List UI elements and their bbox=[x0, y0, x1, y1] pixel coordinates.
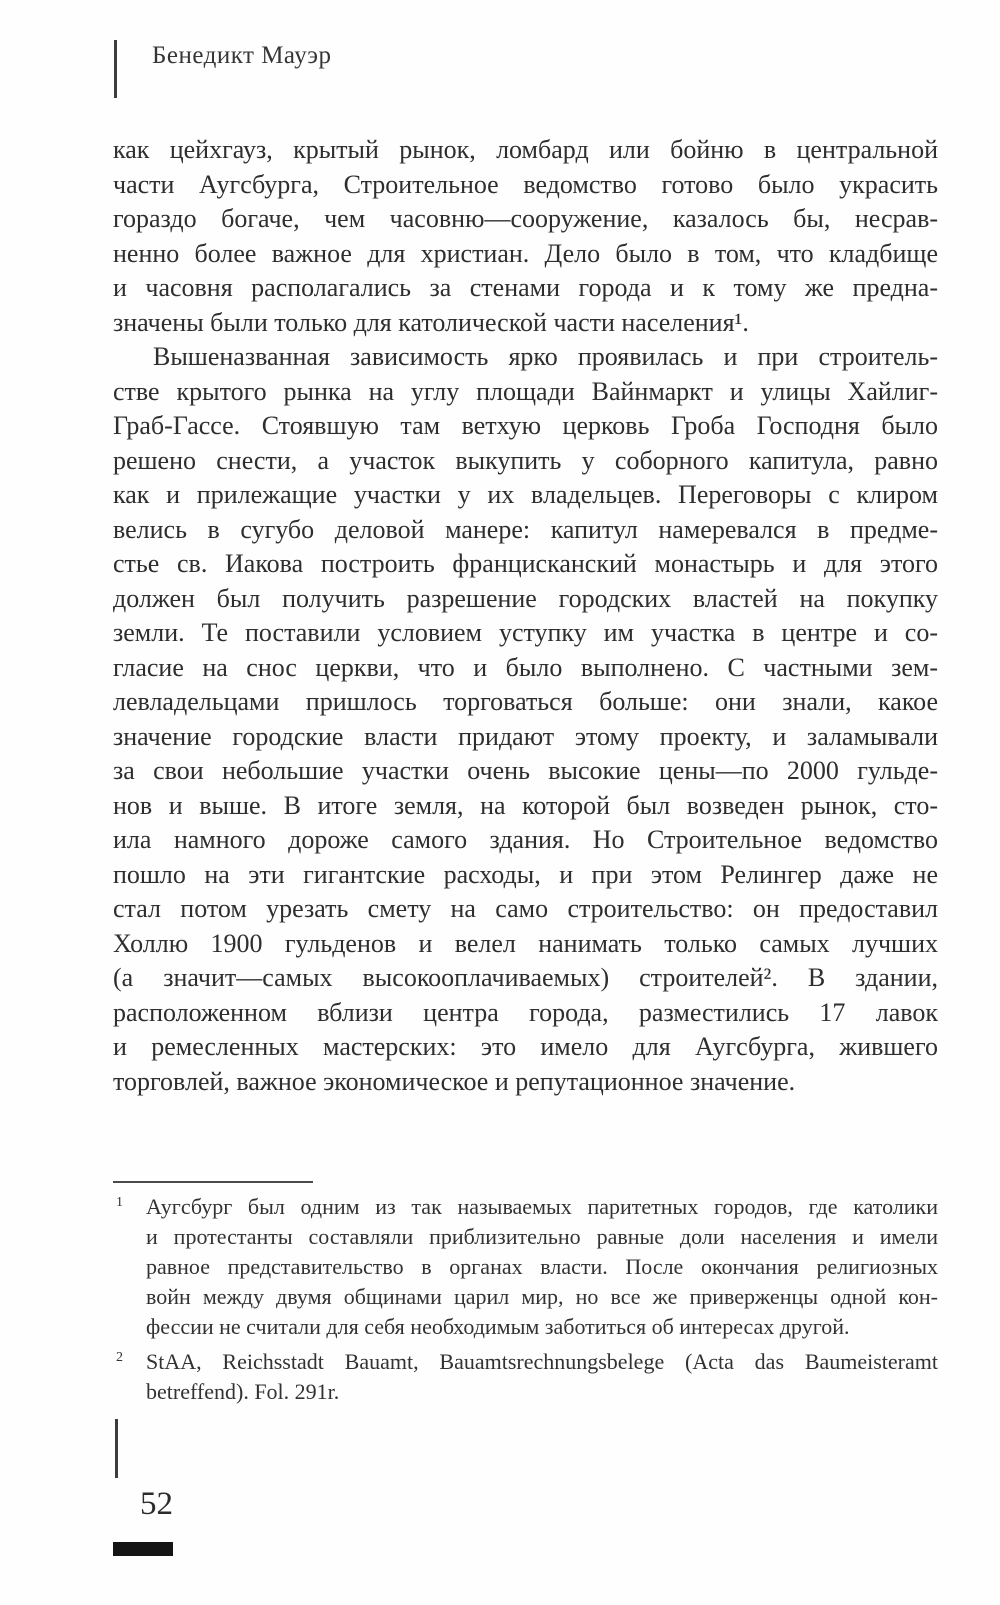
text-line: и часовня располагались за стенами города и к тому же предна- bbox=[113, 273, 938, 302]
text-line: стье св. Иакова построить францисканский монастырь и для этого bbox=[113, 549, 938, 578]
printer-mark bbox=[113, 1542, 173, 1556]
text-line: пошло на эти гигантские расходы, и при этом Релингер даже не bbox=[113, 859, 938, 889]
text-line: гораздо богаче, чем часовню—сооружение, казалось бы, несрав- bbox=[113, 204, 938, 233]
page-number: 52 bbox=[140, 1486, 173, 1522]
text-line: betreffend). Fol. 291r. bbox=[146, 1379, 340, 1404]
text-line: стве крытого рынка на углу площади Вайнмаркт и улицы Хайлиг- bbox=[113, 376, 938, 406]
paragraph bbox=[113, 133, 938, 340]
header-rule bbox=[114, 40, 117, 98]
footnote-text bbox=[146, 1192, 938, 1342]
text-line: Аугсбург был одним из так называемых паритетных городов, где католики bbox=[146, 1194, 938, 1219]
text-line: как цейхгауз, крытый рынок, ломбард или бойню в центральной bbox=[113, 135, 938, 164]
body-text bbox=[113, 133, 938, 1099]
text-line: решено снести, а участок выкупить у соборного капитула, равно bbox=[113, 445, 938, 475]
text-line: левладельцами пришлось торговаться больше: они знали, какое bbox=[113, 687, 938, 716]
text-line: значены были только для католической части населения¹. bbox=[113, 307, 749, 337]
text-line: стал потом урезать смету на само строительство: он предоставил bbox=[113, 894, 938, 923]
text-line: StAA, Reichsstadt Bauamt, Bauamtsrechnungsbelege (Acta das Baumeisteramt bbox=[146, 1349, 938, 1374]
text-line: значение городские власти придают этому проекту, и заламывали bbox=[113, 721, 938, 751]
bottom-rule bbox=[115, 1419, 118, 1478]
text-line: Вышеназванная зависимость ярко проявилась и при строитель- bbox=[153, 342, 938, 371]
text-line: гласие на снос церкви, что и было выполнено. С частными зем- bbox=[113, 652, 938, 682]
text-line: Холлю 1900 гульденов и велел нанимать только самых лучших bbox=[113, 928, 938, 958]
text-line: Граб-Гассе. Стоявшую там ветхую церковь Гроба Господня было bbox=[113, 411, 938, 440]
text-line: земли. Те поставили условием уступку им участка в центре и со- bbox=[113, 618, 938, 647]
footnote bbox=[113, 1192, 938, 1342]
text-line: ненно более важное для христиан. Дело было в том, что кладбище bbox=[113, 238, 938, 268]
text-line: (а значит—самых высокооплачиваемых) строителей². В здании, bbox=[113, 963, 938, 992]
text-line: как и прилежащие участки у их владельцев. Переговоры с клиром bbox=[113, 480, 938, 509]
text-line: торговлей, важное экономическое и репутационное значение. bbox=[113, 1066, 796, 1096]
text-line: равное представительство в органах власти. После окончания религиозных bbox=[146, 1254, 938, 1279]
footnote-marker: 1 bbox=[116, 1195, 123, 1210]
footnote-marker: 2 bbox=[116, 1350, 123, 1365]
paragraph bbox=[113, 340, 938, 1099]
text-line: должен был получить разрешение городских властей на покупку bbox=[113, 583, 938, 613]
running-header-author: Бенедикт Мауэр bbox=[152, 42, 332, 69]
text-line: нов и выше. В итоге земля, на которой был возведен рынок, сто- bbox=[113, 790, 938, 820]
text-line: за свои небольшие участки очень высокие цены—по 2000 гульде- bbox=[113, 756, 938, 785]
footnote bbox=[113, 1347, 938, 1407]
text-line: фессии не считали для себя необходимым заботиться об интересах другой. bbox=[146, 1314, 850, 1339]
text-line: велись в сугубо деловой манере: капитул намеревался в предме- bbox=[113, 514, 938, 544]
text-line: ила намного дороже самого здания. Но Строительное ведомство bbox=[113, 825, 938, 854]
text-line: и ремесленных мастерских: это имело для Аугсбурга, жившего bbox=[113, 1032, 938, 1061]
text-line: части Аугсбурга, Строительное ведомство готово было украсить bbox=[113, 169, 938, 199]
footnotes-section bbox=[113, 1192, 938, 1407]
footnote-text bbox=[146, 1347, 938, 1407]
footnote-separator bbox=[113, 1181, 313, 1183]
text-line: расположенном вблизи центра города, разместились 17 лавок bbox=[113, 997, 938, 1027]
text-line: и протестанты составляли приблизительно равные доли населения и имели bbox=[146, 1224, 938, 1249]
text-line: войн между двумя общинами царил мир, но все же приверженцы одной кон- bbox=[146, 1284, 938, 1309]
